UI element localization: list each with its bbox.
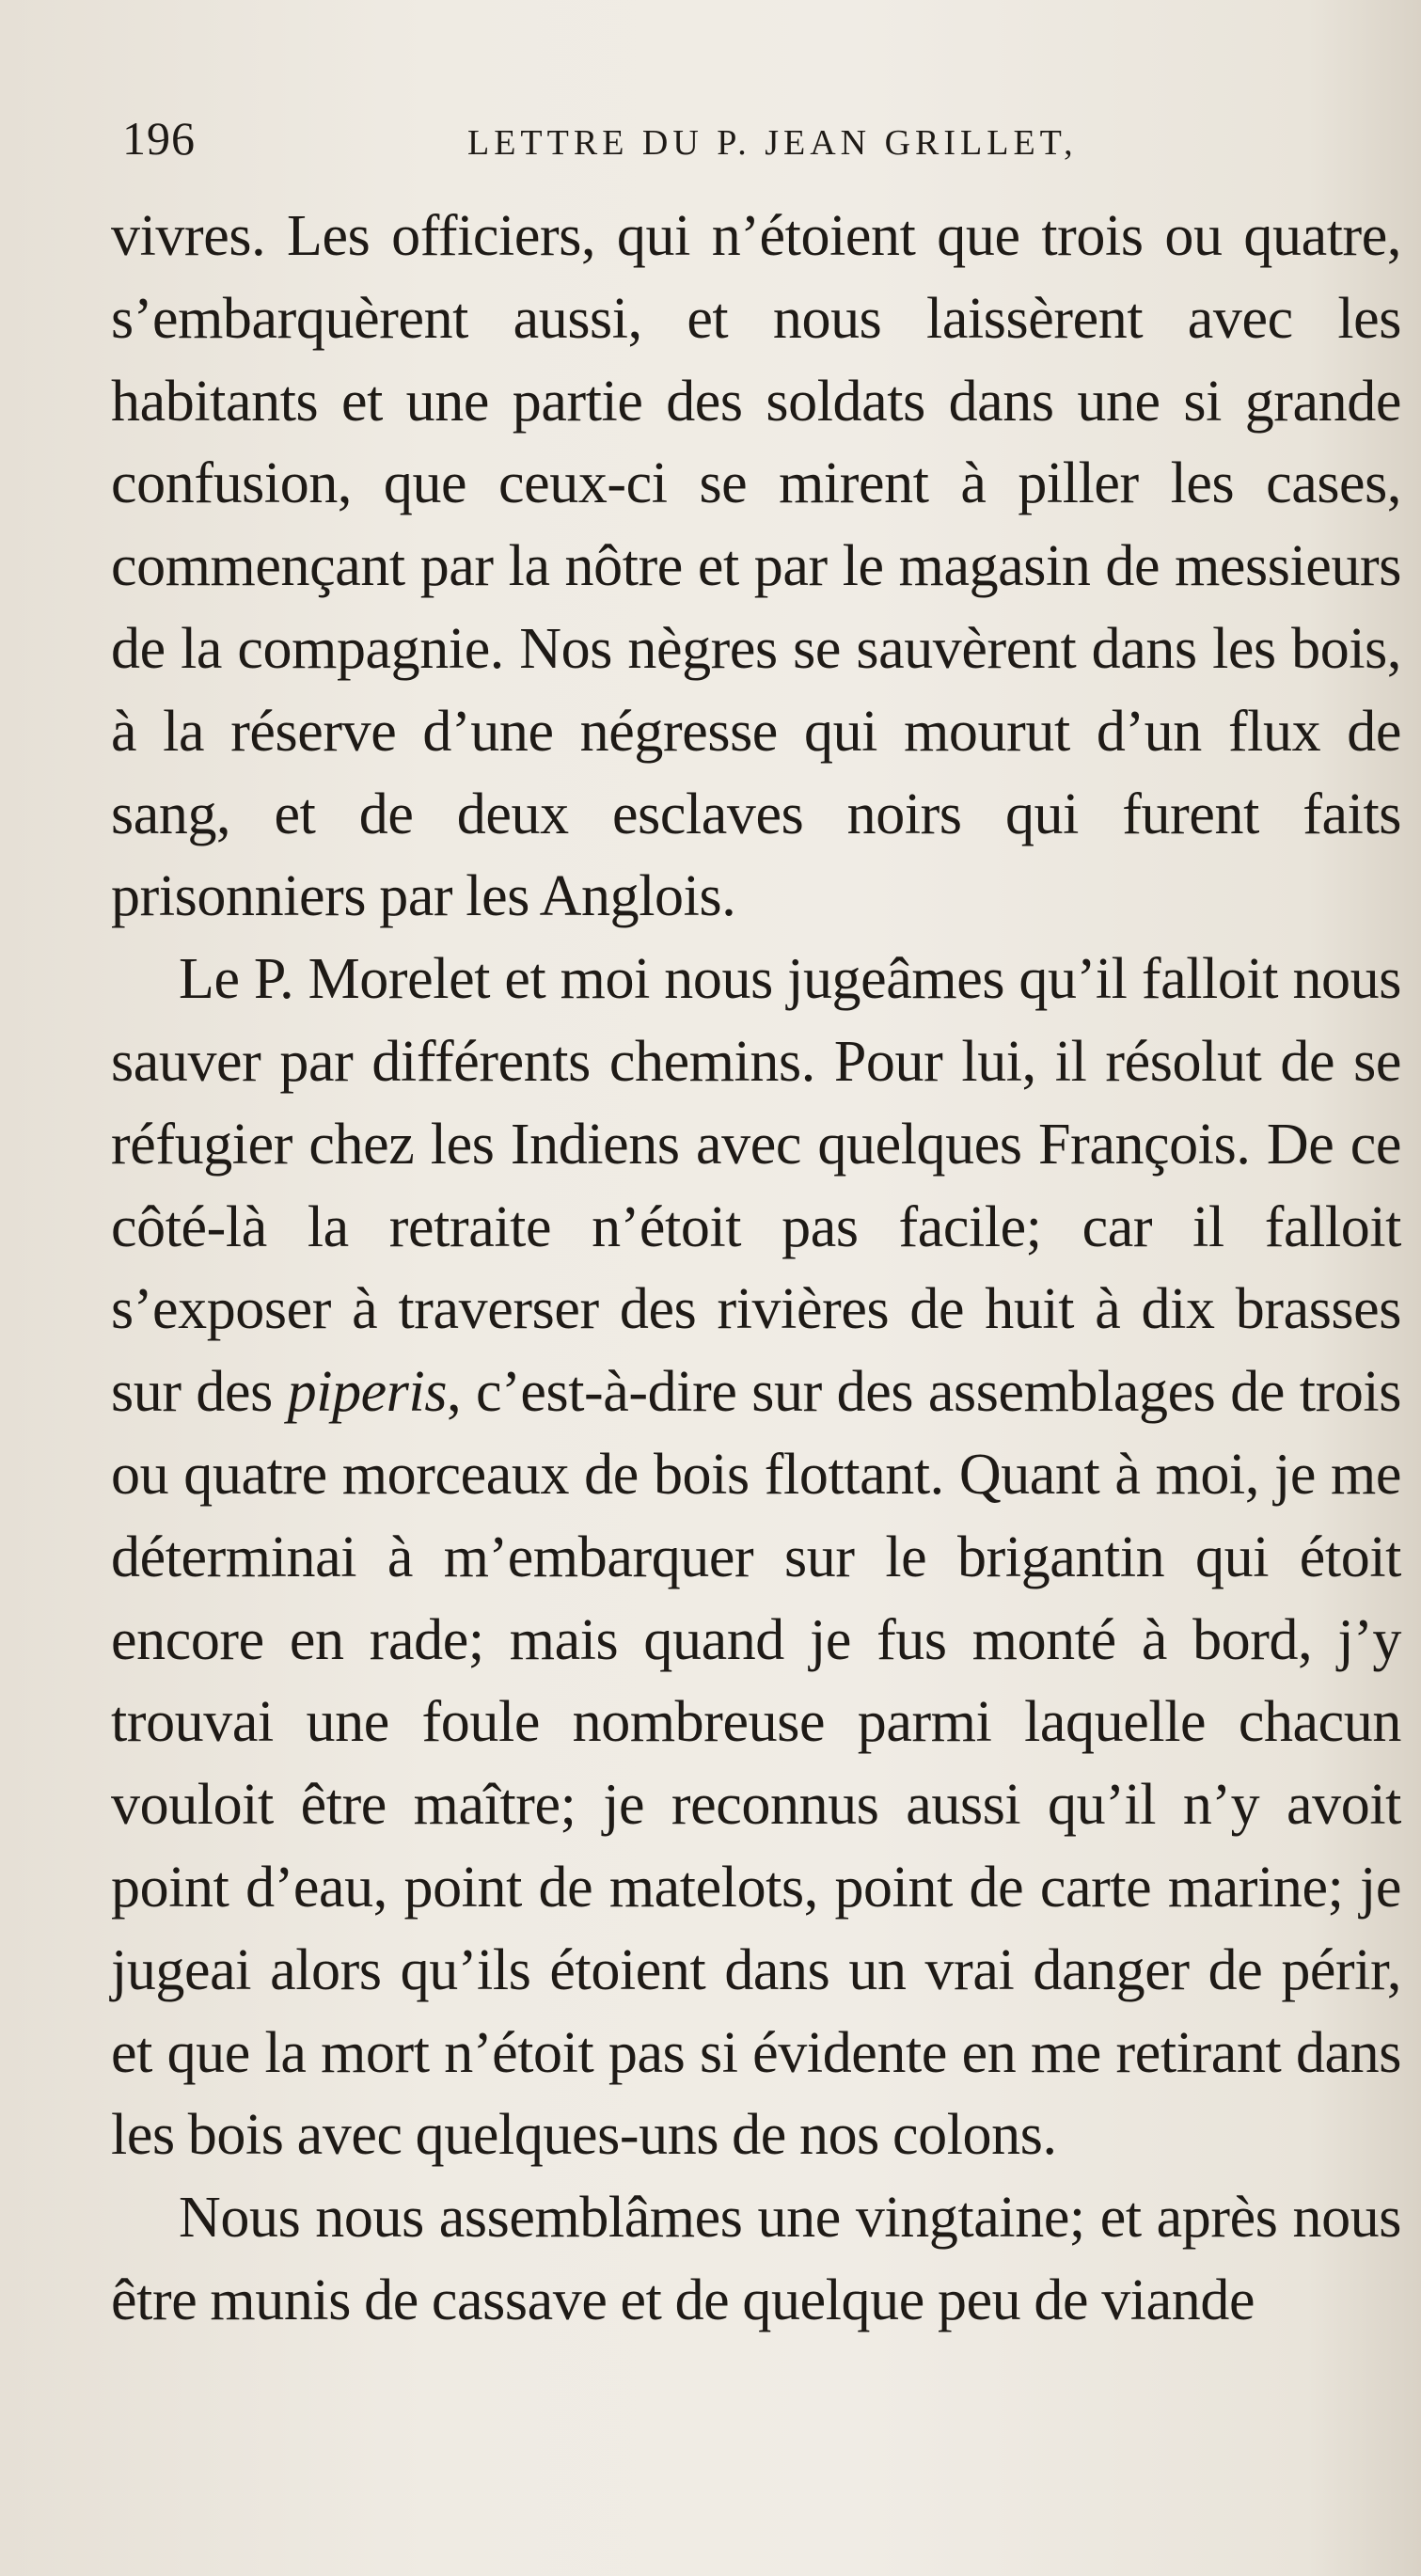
- paragraph-2-text-end: , c’est-à-dire sur des assemblages de trois ou quatre morceaux de bois flottant. Quant à moi, je me déterminai à m’embarquer sur le brigantin qui étoit encore en rade; mais quand je fus monté à bord, j’y trouvai une foule nombreuse parmi laquelle chacun vouloit être maître; je reconnus aussi qu’il n’y avoit point d’eau, point de matelots, point de carte marine; je jugeai alors qu’ils étoient dans un vrai danger de périr, et que la mort n’étoit pas si évidente en me retirant dans les bois avec quelques-uns de nos colons.: [111, 1360, 1401, 2168]
- paragraph-2-italic-term: piperis: [287, 1360, 448, 1425]
- paragraph-1-text: vivres. Les officiers, qui n’étoient que trois ou quatre, s’embarquèrent aussi, et nous laissèrent avec les habitants et une partie des soldats dans une si grande confusion, que ceux-ci se mirent à piller les cases, commençant par la nôtre et par le magasin de messieurs de la compagnie. Nos nègres se sauvèrent dans les bois, à la réserve d’une négresse qui mourut d’un flux de sang, et de deux esclaves noirs qui furent faits prisonniers par les Anglois.: [111, 204, 1401, 929]
- paragraph-3: [111, 2177, 1401, 2343]
- paragraph-2: [111, 939, 1401, 2177]
- page-number: 196: [122, 112, 196, 165]
- paragraph-1: [111, 196, 1401, 939]
- body-text: [111, 196, 1401, 2343]
- running-title: LETTRE DU P. JEAN GRILLET,: [467, 123, 1078, 163]
- running-head: [122, 111, 1401, 186]
- paragraph-3-text: Nous nous assemblâmes une vingtaine; et après nous être munis de cassave et de quelque peu de viande: [111, 2186, 1401, 2332]
- paragraph-2-text-start: Le P. Morelet et moi nous jugeâmes qu’il falloit nous sauver par différents chemins. Pour lui, il résolut de se réfugier chez les Indiens avec quelques François. De ce côté-là la retraite n’étoit pas facile; car il falloit s’exposer à traverser des rivières de huit à dix brasses sur des: [111, 947, 1401, 1425]
